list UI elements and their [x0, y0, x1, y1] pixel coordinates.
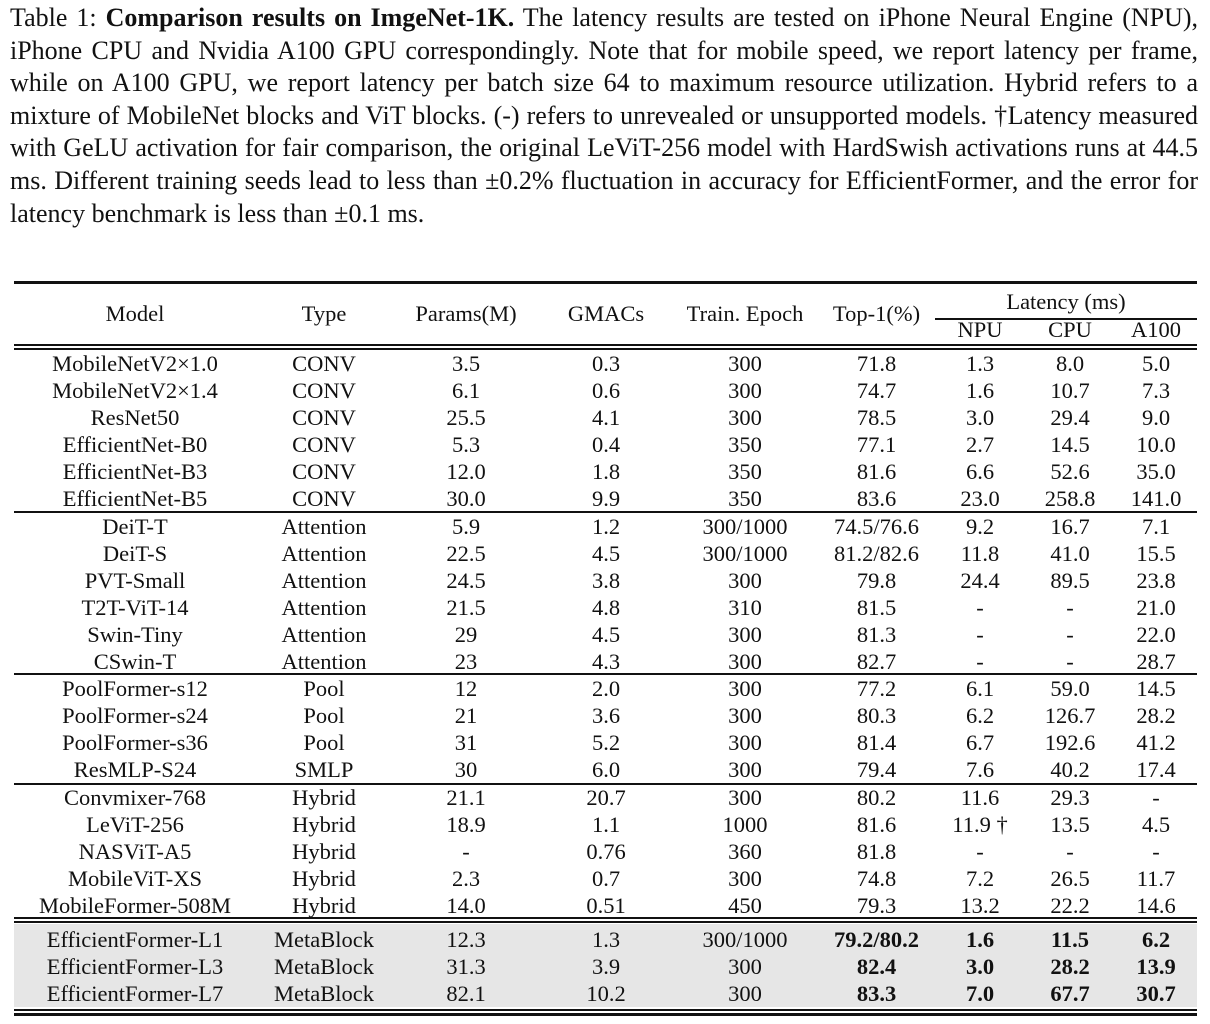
cell-top1: 74.5/76.6: [833, 514, 919, 539]
cell-type: Attention: [281, 621, 367, 647]
cell-top1: 80.2: [856, 785, 897, 810]
cell-top1: 81.8: [856, 838, 897, 864]
table-row: [14, 729, 1197, 756]
cell-cpu: 126.7: [1044, 702, 1096, 728]
table-row: [14, 458, 1197, 485]
cell-a100: 11.7: [1136, 865, 1176, 891]
cell-model: PVT-Small: [84, 567, 186, 593]
caption-body: The latency results are tested on iPhone Neural Engine (NPU), iPhone CPU and Nvidia A100 GPU correspondingly. Note that for mobile speed, we report latency per frame, while on A100 GPU, we report latency per batch size 64 to maximum resource utilization. Hybrid refers to a mixture of MobileNet blocks and ViT blocks. (-) refers to unrevealed or unsupported models. †Latency measured with GeLU activation for fair comparison, the original LeViT-256 model with HardSwish activations runs at 44.5 ms. Different training seeds lead to less than ±0.2% fluctuation in accuracy for EfficientFormer, and the error for latency benchmark is less than ±0.1 ms.: [10, 3, 1199, 228]
cell-gmacs: 4.1: [591, 404, 621, 430]
cell-a100: 28.7: [1136, 648, 1176, 674]
header-type: Type: [301, 301, 347, 326]
cell-type: Attention: [281, 514, 367, 539]
caption-label: Table 1:: [10, 3, 97, 32]
cell-epoch: 300: [728, 865, 762, 891]
cell-type: Attention: [281, 540, 367, 566]
cell-type: Hybrid: [292, 838, 356, 864]
cell-gmacs: 4.8: [591, 594, 621, 620]
cell-epoch: 300: [728, 702, 762, 728]
caption-title: Comparison results on ImgeNet-1K.: [105, 3, 515, 32]
cell-type: Attention: [281, 594, 367, 620]
cell-model: EfficientNet-B3: [62, 458, 208, 484]
cell-type: CONV: [292, 431, 356, 457]
cell-model: NASViT-A5: [78, 838, 192, 864]
cell-epoch: 300: [728, 785, 762, 810]
cell-npu: 1.3: [965, 351, 995, 376]
cell-gmacs: 1.2: [591, 514, 621, 539]
cell-gmacs: 3.9: [591, 953, 621, 979]
table-row: [14, 540, 1197, 567]
cell-gmacs: 1.3: [591, 927, 621, 952]
header-cpu: CPU: [1048, 317, 1092, 342]
header-gmacs: GMACs: [567, 301, 645, 326]
table-row: [14, 838, 1197, 865]
cell-a100: 17.4: [1136, 756, 1176, 782]
cell-a100: 5.0: [1141, 351, 1171, 376]
cell-top1: 81.3: [856, 621, 897, 647]
cell-cpu: 89.5: [1050, 567, 1090, 593]
cell-model: PoolFormer-s24: [62, 702, 208, 728]
cell-top1: 74.8: [856, 865, 897, 891]
cell-params: 5.9: [451, 514, 481, 539]
cell-type: Hybrid: [292, 785, 356, 810]
cell-model: MobileFormer-508M: [38, 892, 232, 918]
cell-npu: 23.0: [960, 485, 1000, 511]
cell-cpu: 29.4: [1050, 404, 1090, 430]
cell-gmacs: 1.1: [591, 811, 621, 837]
cell-gmacs: 4.5: [591, 621, 621, 647]
cell-top1: 78.5: [856, 404, 897, 430]
cell-cpu: 11.5: [1050, 927, 1090, 952]
table-row: [14, 513, 1197, 540]
cell-gmacs: 20.7: [586, 785, 626, 810]
cell-a100: 28.2: [1136, 702, 1176, 728]
cell-a100: -: [1152, 838, 1160, 864]
table-row: [14, 485, 1197, 512]
table-row: [14, 404, 1197, 431]
table-row: [14, 953, 1197, 980]
cell-gmacs: 5.2: [591, 729, 621, 755]
cell-gmacs: 0.76: [586, 838, 626, 864]
cell-cpu: 40.2: [1050, 756, 1090, 782]
table-row: [14, 377, 1197, 404]
cell-npu: 6.6: [965, 458, 995, 484]
cell-cpu: 13.5: [1050, 811, 1090, 837]
cell-model: EfficientNet-B5: [62, 485, 208, 511]
cell-gmacs: 6.0: [591, 756, 621, 782]
cell-gmacs: 3.8: [591, 567, 621, 593]
cell-a100: 9.0: [1141, 404, 1171, 430]
bottom-rule-1: [14, 1009, 1197, 1011]
cell-epoch: 300/1000: [702, 514, 788, 539]
cell-npu: -: [976, 838, 984, 864]
cell-model: PoolFormer-s36: [62, 729, 208, 755]
cell-gmacs: 4.3: [591, 648, 621, 674]
cell-a100: 4.5: [1141, 811, 1171, 837]
cell-model: ResNet50: [90, 404, 180, 430]
cell-type: MetaBlock: [274, 927, 374, 952]
cell-npu: 6.1: [965, 676, 995, 701]
table-row: [14, 431, 1197, 458]
cell-params: 82.1: [446, 980, 486, 1006]
cell-a100: 6.2: [1141, 927, 1171, 952]
cell-epoch: 300: [728, 648, 762, 674]
cell-type: CONV: [292, 351, 356, 376]
cell-cpu: 41.0: [1050, 540, 1090, 566]
table-row: [14, 594, 1197, 621]
cell-cpu: 29.3: [1050, 785, 1090, 810]
cell-a100: 14.6: [1136, 892, 1176, 918]
cell-npu: -: [976, 594, 984, 620]
cell-a100: 41.2: [1136, 729, 1176, 755]
cell-top1: 71.8: [856, 351, 897, 376]
header-rule-1: [14, 344, 1197, 346]
table-row: [14, 926, 1197, 953]
cell-epoch: 350: [728, 431, 762, 457]
cell-params: 25.5: [446, 404, 486, 430]
cell-epoch: 300/1000: [702, 927, 788, 952]
cell-a100: 22.0: [1136, 621, 1176, 647]
cell-type: CONV: [292, 377, 356, 403]
cell-type: Hybrid: [292, 892, 356, 918]
cell-cpu: -: [1066, 838, 1074, 864]
cell-model: CSwin-T: [93, 648, 177, 674]
cell-top1: 77.2: [856, 676, 897, 701]
cell-params: 5.3: [451, 431, 481, 457]
cell-cpu: -: [1066, 648, 1074, 674]
cell-params: 6.1: [451, 377, 481, 403]
cell-epoch: 450: [728, 892, 762, 918]
cell-type: MetaBlock: [274, 980, 374, 1006]
cell-a100: 23.8: [1136, 567, 1176, 593]
cell-top1: 79.4: [856, 756, 897, 782]
cell-type: Pool: [303, 729, 345, 755]
cell-npu: 11.9 †: [952, 811, 1008, 837]
cell-params: 22.5: [446, 540, 486, 566]
cell-npu: 3.0: [965, 953, 995, 979]
cell-gmacs: 0.3: [591, 351, 621, 376]
cell-npu: 24.4: [960, 567, 1000, 593]
cell-model: ResMLP-S24: [73, 756, 197, 782]
cell-epoch: 300/1000: [702, 540, 788, 566]
cell-params: 31.3: [446, 953, 486, 979]
cell-gmacs: 0.6: [591, 377, 621, 403]
cell-a100: 15.5: [1136, 540, 1176, 566]
table-row: [14, 784, 1197, 811]
cell-cpu: 52.6: [1050, 458, 1090, 484]
cell-npu: 1.6: [965, 377, 995, 403]
cell-npu: 6.7: [965, 729, 995, 755]
cell-gmacs: 10.2: [586, 980, 626, 1006]
cell-top1: 83.6: [856, 485, 897, 511]
cell-params: 3.5: [451, 351, 481, 376]
cell-cpu: 258.8: [1044, 485, 1096, 511]
cell-npu: 2.7: [965, 431, 995, 457]
table-row: [14, 756, 1197, 783]
cell-epoch: 300: [728, 756, 762, 782]
cell-params: 12.3: [446, 927, 486, 952]
cell-npu: 3.0: [965, 404, 995, 430]
table-row: [14, 621, 1197, 648]
cell-cpu: 28.2: [1050, 953, 1090, 979]
table-caption: [10, 2, 1198, 230]
header-a100: A100: [1131, 317, 1181, 342]
cell-model: EfficientFormer-L3: [46, 953, 224, 979]
cell-epoch: 300: [728, 621, 762, 647]
cell-params: 18.9: [446, 811, 486, 837]
cell-gmacs: 0.7: [591, 865, 621, 891]
cell-epoch: 300: [728, 404, 762, 430]
cell-top1: 79.8: [856, 567, 897, 593]
cell-npu: 9.2: [965, 514, 995, 539]
cell-model: Convmixer-768: [63, 785, 207, 810]
cell-a100: -: [1152, 785, 1160, 810]
cell-model: Swin-Tiny: [87, 621, 183, 647]
cell-top1: 81.5: [856, 594, 897, 620]
cell-top1: 82.4: [856, 953, 897, 979]
cell-type: CONV: [292, 458, 356, 484]
cell-model: DeiT-T: [102, 514, 168, 539]
cell-npu: 7.0: [965, 980, 995, 1006]
cell-gmacs: 1.8: [591, 458, 621, 484]
cell-gmacs: 0.4: [591, 431, 621, 457]
cell-cpu: 67.7: [1050, 980, 1090, 1006]
cell-type: CONV: [292, 404, 356, 430]
cell-a100: 35.0: [1136, 458, 1176, 484]
cell-a100: 14.5: [1136, 676, 1176, 701]
table-row: [14, 980, 1197, 1007]
table-row: [14, 648, 1197, 675]
cell-a100: 10.0: [1136, 431, 1176, 457]
header-params: Params(M): [415, 301, 517, 326]
header-model: Model: [105, 301, 165, 326]
cell-epoch: 300: [728, 729, 762, 755]
cell-type: CONV: [292, 485, 356, 511]
cell-params: 23: [454, 648, 478, 674]
cell-params: 12: [454, 676, 478, 701]
cell-type: Attention: [281, 648, 367, 674]
cell-epoch: 300: [728, 377, 762, 403]
cell-top1: 81.6: [856, 458, 897, 484]
bottom-rule-2: [14, 1013, 1197, 1016]
cell-cpu: 10.7: [1050, 377, 1090, 403]
cell-type: Attention: [281, 567, 367, 593]
cell-params: 12.0: [446, 458, 486, 484]
cell-epoch: 350: [728, 485, 762, 511]
cell-params: 2.3: [451, 865, 481, 891]
cell-epoch: 310: [728, 594, 762, 620]
cell-a100: 7.3: [1141, 377, 1171, 403]
table-row: [14, 811, 1197, 838]
cell-top1: 79.2/80.2: [833, 927, 919, 952]
cell-params: -: [462, 838, 470, 864]
cell-npu: 1.6: [965, 927, 995, 952]
cell-cpu: 14.5: [1050, 431, 1090, 457]
cell-model: DeiT-S: [102, 540, 168, 566]
cell-a100: 7.1: [1141, 514, 1171, 539]
cell-epoch: 300: [728, 953, 762, 979]
cell-cpu: -: [1066, 621, 1074, 647]
cell-npu: 6.2: [965, 702, 995, 728]
cell-cpu: 16.7: [1050, 514, 1090, 539]
header-epoch: Train. Epoch: [686, 301, 804, 326]
cell-a100: 13.9: [1136, 953, 1176, 979]
cell-epoch: 360: [728, 838, 762, 864]
cell-model: MobileNetV2×1.4: [52, 377, 218, 403]
table-row: [14, 702, 1197, 729]
hybrid-rule-2: [14, 921, 1197, 923]
cell-top1: 82.7: [856, 648, 897, 674]
table-row: [14, 675, 1197, 702]
cell-epoch: 300: [728, 567, 762, 593]
cell-epoch: 300: [728, 676, 762, 701]
cell-model: MobileNetV2×1.0: [52, 351, 218, 376]
cell-params: 21.1: [446, 785, 486, 810]
cell-top1: 79.3: [856, 892, 897, 918]
cell-cpu: 59.0: [1050, 676, 1090, 701]
cell-top1: 83.3: [856, 980, 897, 1006]
cell-epoch: 300: [728, 351, 762, 376]
cell-npu: 11.6: [960, 785, 1000, 810]
table-row: [14, 350, 1197, 377]
cell-cpu: 8.0: [1055, 351, 1085, 376]
cell-top1: 81.6: [856, 811, 897, 837]
cell-npu: 11.8: [960, 540, 1000, 566]
header-npu: NPU: [957, 317, 1003, 342]
cell-type: Hybrid: [292, 865, 356, 891]
cell-gmacs: 3.6: [591, 702, 621, 728]
cell-epoch: 350: [728, 458, 762, 484]
cell-npu: -: [976, 648, 984, 674]
cell-params: 21.5: [446, 594, 486, 620]
cell-params: 24.5: [446, 567, 486, 593]
cell-npu: 7.2: [965, 865, 995, 891]
header-latency-group: Latency (ms): [1006, 289, 1126, 314]
cell-model: PoolFormer-s12: [62, 676, 208, 701]
cell-model: EfficientFormer-L7: [46, 980, 224, 1006]
cell-npu: 13.2: [960, 892, 1000, 918]
cell-model: EfficientFormer-L1: [46, 927, 224, 952]
cell-top1: 81.4: [856, 729, 897, 755]
cell-top1: 81.2/82.6: [833, 540, 919, 566]
table-row: [14, 865, 1197, 892]
cell-cpu: 26.5: [1050, 865, 1090, 891]
cell-epoch: 1000: [722, 811, 768, 837]
cell-epoch: 300: [728, 980, 762, 1006]
cell-params: 31: [454, 729, 478, 755]
cell-params: 21: [454, 702, 478, 728]
cell-gmacs: 9.9: [591, 485, 621, 511]
cell-params: 29: [454, 621, 478, 647]
cell-cpu: 192.6: [1044, 729, 1096, 755]
cell-top1: 80.3: [856, 702, 897, 728]
cell-gmacs: 4.5: [591, 540, 621, 566]
table-row: [14, 567, 1197, 594]
cell-npu: -: [976, 621, 984, 647]
cell-a100: 30.7: [1136, 980, 1176, 1006]
cell-npu: 7.6: [965, 756, 995, 782]
cell-type: Pool: [303, 676, 345, 701]
top-rule: [14, 281, 1197, 284]
cell-a100: 21.0: [1136, 594, 1176, 620]
cell-model: EfficientNet-B0: [62, 431, 208, 457]
cell-model: T2T-ViT-14: [81, 594, 189, 620]
cell-model: LeViT-256: [86, 811, 184, 837]
cell-cpu: 22.2: [1050, 892, 1090, 918]
cell-type: MetaBlock: [274, 953, 374, 979]
cell-params: 30.0: [446, 485, 486, 511]
cell-gmacs: 2.0: [591, 676, 621, 701]
cell-model: MobileViT-XS: [67, 865, 203, 891]
cell-type: SMLP: [294, 756, 354, 782]
cell-type: Hybrid: [292, 811, 356, 837]
cell-top1: 74.7: [856, 377, 897, 403]
cell-top1: 77.1: [856, 431, 897, 457]
cell-params: 30: [454, 756, 478, 782]
cell-params: 14.0: [446, 892, 486, 918]
cell-cpu: -: [1066, 594, 1074, 620]
cell-type: Pool: [303, 702, 345, 728]
table-row: [14, 892, 1197, 919]
cell-gmacs: 0.51: [586, 892, 626, 918]
header-top1: Top-1(%): [832, 301, 921, 326]
cell-a100: 141.0: [1130, 485, 1182, 511]
